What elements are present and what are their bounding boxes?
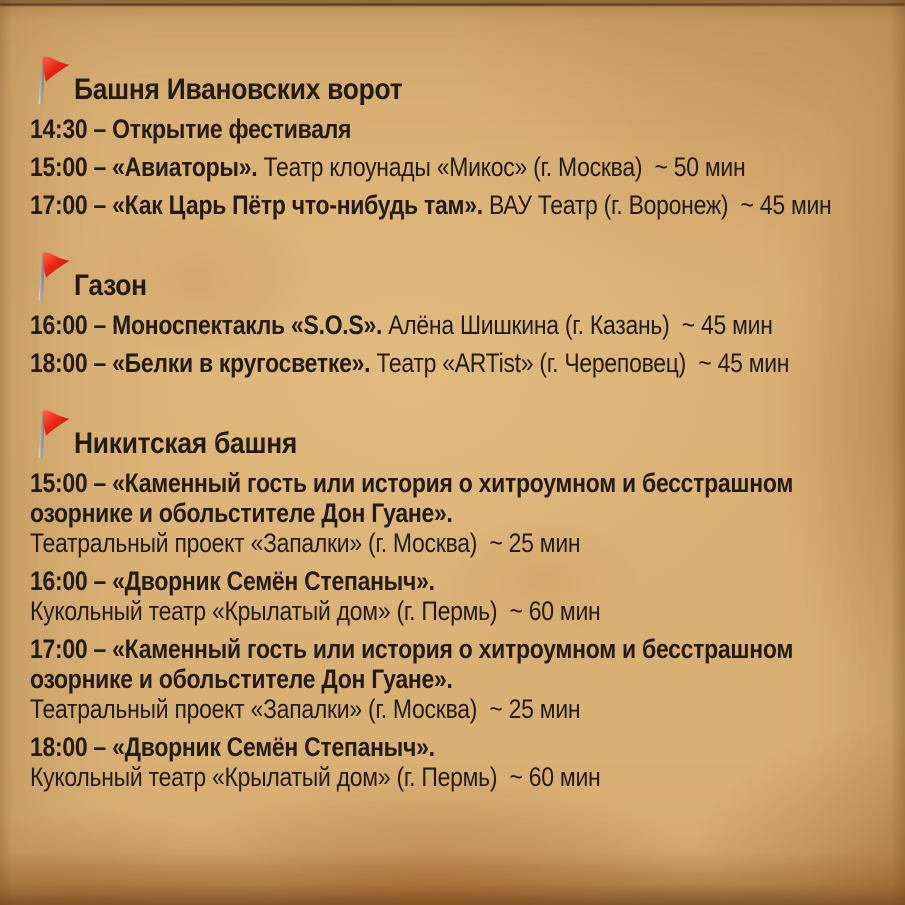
event-item [30,190,897,220]
event-time-title: 15:00 – «Каменный гость или история о хитроумном и бесстрашном [30,468,794,498]
red-flag-icon [30,250,72,302]
event-time-title: 14:30 – Открытие фестиваля [30,114,352,144]
section-nikitskaya-bashnya [30,408,897,792]
event-line [30,634,794,664]
section-title: Башня Ивановских ворот [74,73,403,106]
event-title-wrap: озорнике и обольстителе Дон Гуане». [30,498,453,528]
event-item [30,348,897,378]
event-time-title: 15:00 – «Авиаторы». [30,152,258,182]
red-flag-icon [30,54,72,106]
event-troupe: Театральный проект «Запалки» (г. Москва) ~ 25 мин [30,694,581,724]
event-line [30,596,767,626]
event-time-title: 16:00 – Моноспектакль «S.O.S». [30,310,383,340]
event-time-title: 18:00 – «Белки в кругосветке». [30,348,371,378]
section-title: Никитская башня [74,427,298,460]
section-header [30,54,897,106]
event-line [30,468,794,498]
event-line [30,694,767,724]
event-troupe: Кукольный театр «Крылатый дом» (г. Пермь) ~ 60 мин [30,762,601,792]
section-header [30,408,897,460]
event-details: ВАУ Театр (г. Воронеж) ~ 45 мин [482,190,832,220]
event-item [30,310,897,340]
section-gazon [30,250,897,378]
event-line [30,152,767,182]
event-line [30,348,790,378]
section-header [30,250,897,302]
event-line [30,114,767,144]
event-details: Алёна Шишкина (г. Казань) ~ 45 мин [382,310,773,340]
section-title: Газон [74,269,147,302]
event-troupe: Кукольный театр «Крылатый дом» (г. Пермь) ~ 60 мин [30,596,601,626]
event-line [30,190,832,220]
event-item [30,152,897,182]
event-details: Театр «ARTist» (г. Череповец) ~ 45 мин [370,348,790,378]
event-time-title: 17:00 – «Каменный гость или история о хитроумном и бесстрашном [30,634,794,664]
event-line [30,732,767,762]
event-time-title: 16:00 – «Дворник Семён Степаныч». [30,566,435,596]
section-bashnya-ivanovskikh-vorot [30,54,897,220]
event-item [30,468,897,558]
paper-top-edge [0,3,905,6]
event-line [30,566,767,596]
event-line [30,528,767,558]
event-item [30,732,897,792]
event-time-title: 17:00 – «Как Царь Пётр что-нибудь там». [30,190,483,220]
red-flag-icon [30,408,72,460]
event-line [30,664,767,694]
event-item [30,634,897,724]
event-time-title: 18:00 – «Дворник Семён Степаныч». [30,732,435,762]
event-item [30,566,897,626]
event-line [30,762,767,792]
event-troupe: Театральный проект «Запалки» (г. Москва) ~ 25 мин [30,528,581,558]
event-line [30,498,767,528]
event-item [30,114,897,144]
event-line [30,310,773,340]
event-details: Театр клоунады «Микос» (г. Москва) ~ 50 мин [257,152,746,182]
event-title-wrap: озорнике и обольстителе Дон Гуане». [30,664,453,694]
